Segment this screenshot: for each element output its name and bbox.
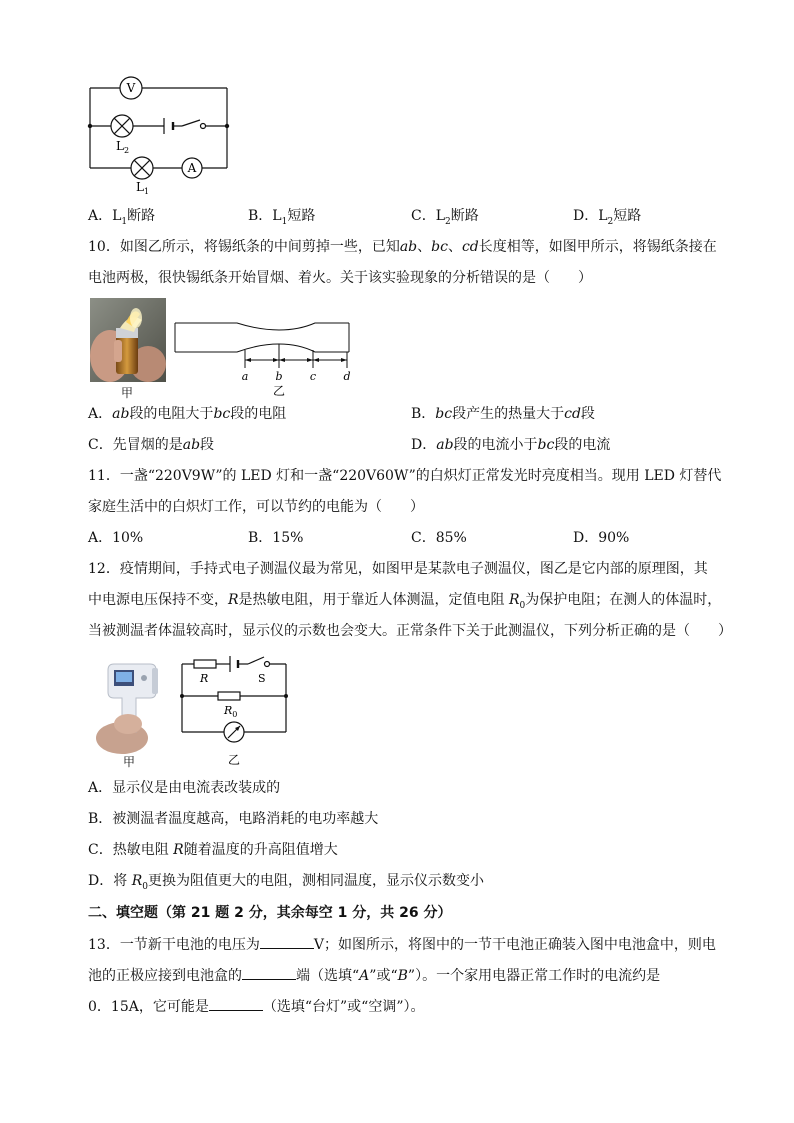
q9-option-a: A．$L_1$断路 — [88, 208, 156, 227]
q10-option-d: D．ab段的电流小于bc段的电流 — [411, 437, 611, 453]
resistor-r0-label: $R_0$ — [224, 704, 238, 719]
point-d-label: d — [343, 370, 351, 383]
q12-diagram-label: 乙 — [227, 753, 241, 767]
q12-option-d: D．将 $R_0$更换为阻值更大的电阻，测相同温度，显示仪示数变小 — [88, 873, 484, 892]
q9-option-b: B．$L_1$短路 — [248, 208, 316, 227]
lamp-l2-label: $L_2$ — [116, 139, 130, 155]
lamp-l1-symbol — [131, 157, 153, 179]
q11-option-b: B．15% — [248, 530, 304, 546]
q12-photo-label: 甲 — [123, 755, 136, 769]
q10-foil-diagram — [175, 320, 355, 398]
q13-stem-line1: 13．一节新干电池的电压为 V；如图所示，将图中的一节干电池正确装入图中电池盒中，则电 — [88, 934, 716, 955]
q11-stem-line2: 家庭生活中的白炽灯工作，可以节约的电能为（ ） — [88, 499, 424, 515]
q13-stem-line2: 池的正极应接到电池盒的 端（选填“A”或“B”）。一个家用电器正常工作时的电流约是 — [88, 965, 660, 986]
lamp-l1-label: $L_1$ — [136, 180, 150, 196]
q12-stem-line2: 中电源电压保持不变，R是热敏电阻，用于靠近人体测温，定值电阻 $R_0$为保护电阻；在测人的体温时， — [88, 592, 722, 611]
q10-stem-line2: 电池两极，很快锡纸条开始冒烟、着火。关于该实验现象的分析错误的是（ ） — [88, 270, 592, 286]
q11-option-d: D．90% — [573, 530, 630, 546]
section-title-fill-in: 二、填空题（第 21 题 2 分，其余每空 1 分，共 26 分） — [88, 905, 452, 921]
q12-option-a: A．显示仪是由电流表改装成的 — [88, 780, 281, 796]
q13-stem-line3: 0．15A，它可能是 （选填“台灯”或“空调”）。 — [88, 996, 424, 1017]
q11-option-a: A．10% — [88, 530, 144, 546]
point-a-label: a — [241, 370, 249, 383]
ammeter-label: A — [187, 161, 197, 175]
q11-stem-line1: 11．一盏“220V9W”的 LED 灯和一盏“220V60W”的白炽灯正常发光时亮度相当。现用 LED 灯替代 — [88, 468, 722, 484]
resistor-r-label: R — [200, 672, 209, 685]
q12-option-b: B．被测温者温度越高，电路消耗的电功率越大 — [88, 811, 379, 827]
voltmeter-symbol — [120, 77, 142, 99]
q10-option-c: C．先冒烟的是ab段 — [88, 437, 215, 453]
q12-stem-line3: 当被测温者体温较高时，显示仪的示数也会变大。正常条件下关于此测温仪，下列分析正确的是（ ） — [88, 623, 732, 639]
answer-blank-1[interactable] — [260, 934, 314, 949]
q10-photo-battery-foil — [90, 298, 166, 382]
q9-option-c: C．$L_2$断路 — [411, 208, 479, 227]
switch-s-label: S — [258, 672, 266, 685]
q10-stem-line1: 10．如图乙所示，将锡纸条的中间剪掉一些，已知ab、bc、cd长度相等，如图甲所示，将锡纸条接在 — [88, 239, 717, 255]
ammeter-symbol — [182, 158, 202, 178]
q10-photo-label: 甲 — [121, 386, 134, 400]
point-c-label: c — [309, 370, 317, 383]
q12-option-c: C．热敏电阻 R随着温度的升高阻值增大 — [88, 842, 338, 858]
point-b-label: b — [275, 370, 283, 383]
q12-stem-line1: 12．疫情期间，手持式电子测温仪最为常见，如图甲是某款电子测温仪，图乙是它内部的原理图，其 — [88, 561, 708, 577]
answer-blank-3[interactable] — [209, 996, 263, 1011]
answer-blank-2[interactable] — [242, 965, 296, 980]
q10-option-a: A．ab段的电阻大于bc段的电阻 — [88, 406, 287, 422]
q9-option-d: D．$L_2$短路 — [573, 208, 642, 227]
q12-photo-thermometer — [92, 658, 162, 750]
q12-circuit-diagram — [178, 652, 290, 768]
q9-circuit-diagram — [86, 78, 236, 196]
lamp-l2-symbol — [111, 115, 133, 137]
q10-option-b: B．bc段产生的热量大于cd段 — [411, 406, 595, 422]
voltmeter-label: V — [126, 81, 136, 95]
q10-diagram-label: 乙 — [272, 384, 286, 398]
q11-option-c: C．85% — [411, 530, 467, 546]
